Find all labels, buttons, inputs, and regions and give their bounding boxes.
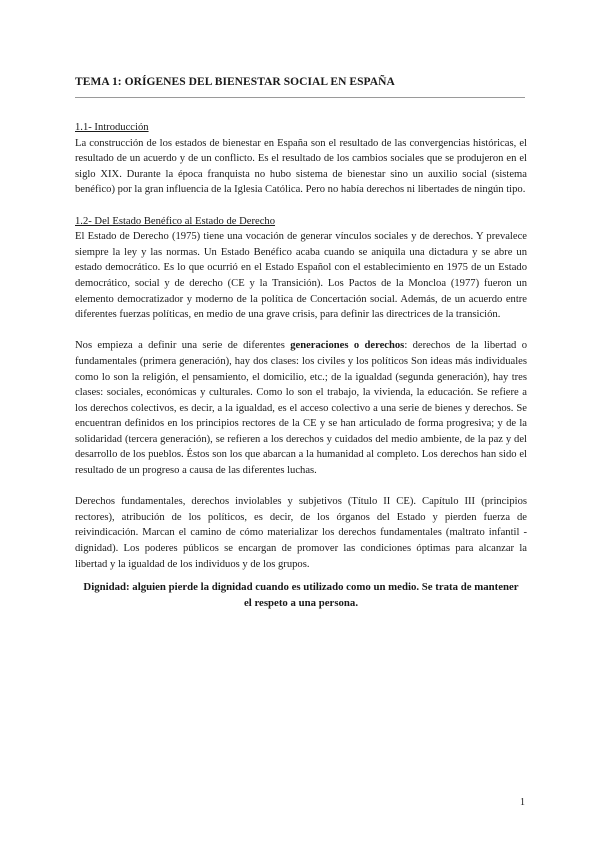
- section-heading-introduccion: 1.1- Introducción: [75, 122, 149, 133]
- paragraph-spacer: [75, 198, 527, 214]
- generations-emphasis: generaciones o derechos: [290, 340, 405, 352]
- section-body-introduccion: La construcción de los estados de bienestar en España son el resultado de las convergencias históricas, el resultado de un acuerdo y de un conflicto. Es el resultado de los cambios sociales que se produjeron en el siglo XIX. Durante la época franquista no hubo sistema de bienestar sino un auxilio social (sistema benéfico) por la gran influencia de la Iglesia Católica. Pero no había derechos ni libertades de ningún tipo.: [75, 137, 527, 196]
- generations-detail-text: : derechos de la libertad o fundamentales (primera generación), hay dos clases: los civiles y los políticos Son ideas más individuales como lo son la religión, el pensamiento, el domicilio, etc.; de la igualdad (segunda generación), hay tres clases: sociales, económicas y culturales. Como lo son el trabajo, la vivienda, la educación. Se refiere a los derechos colectivos, es decir, a la igualdad, es el acceso colectivo a una serie de bienes y derechos. Se encuentran definidos en los principios rectores de la CE y se han articulado de forma progresiva; y de la solidaridad (tercera generación), se refieren a los derechos y cuidados del medio ambiente, de la paz y del desarrollo de los pueblos. Éstos son los que abarcan a la humanidad al completo. Los derechos han sido el resultado de un progreso a causa de las diferentes luchas.: [75, 340, 527, 477]
- dignity-callout: Dignidad: alguien pierde la dignidad cuando es utilizado como un medio. Se trata de mantener el respeto a una persona.: [83, 581, 519, 609]
- generations-paragraph: [75, 338, 527, 478]
- title-divider: [75, 97, 525, 98]
- paragraph-spacer: [75, 479, 527, 495]
- page-number: 1: [520, 797, 525, 808]
- generations-intro-text: Nos empieza a definir una serie de diferentes: [75, 340, 291, 352]
- document-body: [75, 120, 527, 611]
- section-body-estado-derecho: El Estado de Derecho (1975) tiene una vocación de generar vínculos sociales y de derechos. Y prevalece siempre la ley y las normas. Un Estado Benéfico acaba cuando se aniquila una dictadura y se abre un estado democrático. Es lo que ocurrió en el Estado Español con el establecimiento en 1975 de un Estado democrático, social y de derecho (CE y la Transición). Los Pactos de la Moncloa (1977) fueron un elemento democratizador y moderno de la política de Concertación social. Además, de un acuerdo entre diferentes fuerzas políticas, en medio de una grave crisis, para definir las directrices de la transición.: [75, 231, 527, 321]
- document-title: TEMA 1: ORÍGENES DEL BIENESTAR SOCIAL EN ESPAÑA: [75, 76, 395, 88]
- section-heading-estado-derecho: 1.2- Del Estado Benéfico al Estado de Derecho: [75, 215, 276, 227]
- fundamental-rights-paragraph: Derechos fundamentales, derechos inviolables y subjetivos (Título II CE). Capítulo III (principios rectores), atribución de los políticos, es decir, de los órganos del Estado y pierden fuerza de reivindicación. Marcan el camino de cómo materializar los derechos fundamentales (maltrato infantil - dignidad). Los poderes públicos se encargan de promover las condiciones óptimas para alcanzar la libertad y la igualdad de los individuos y de los grupos.: [75, 496, 527, 570]
- paragraph-spacer: [75, 323, 527, 339]
- paragraph-spacer: [75, 572, 527, 580]
